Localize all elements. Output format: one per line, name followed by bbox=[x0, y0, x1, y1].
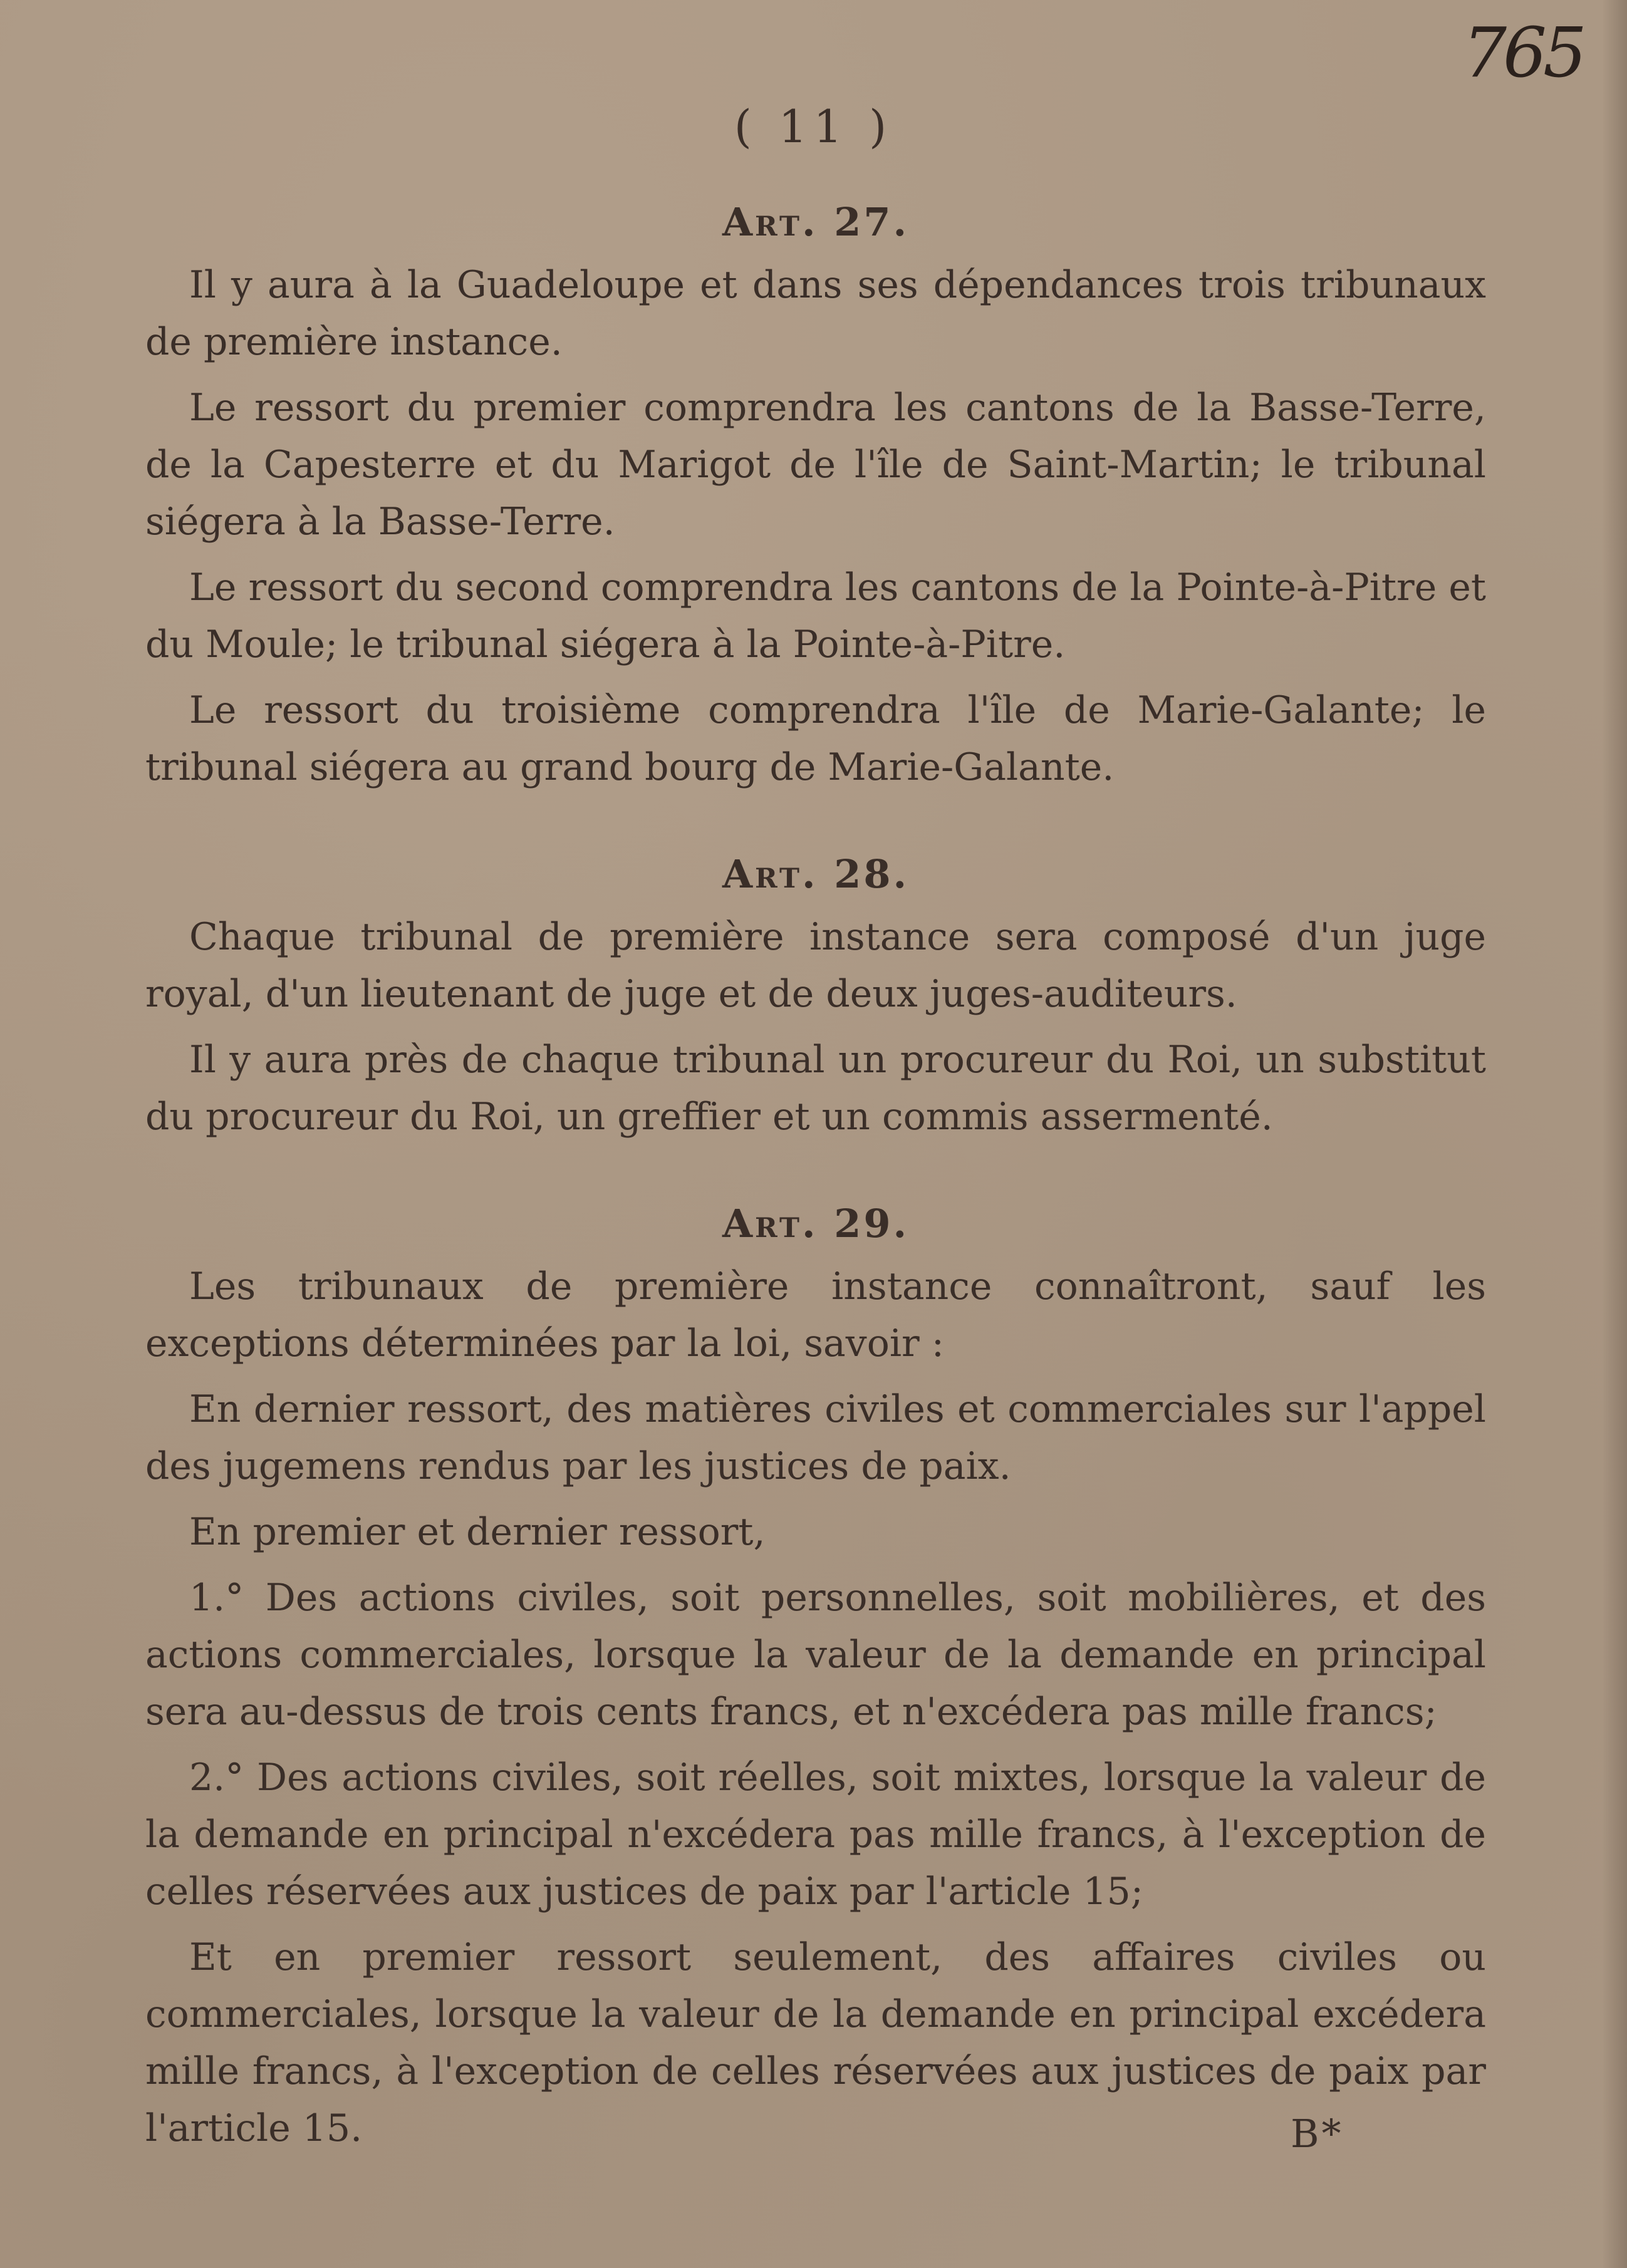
paragraph: En dernier ressort, des matières civiles et commerciales sur l'appel des jugemens rendus par les justices de paix. bbox=[145, 1387, 1486, 1488]
handwritten-folio-number: 765 bbox=[1463, 13, 1583, 93]
paragraph: Chaque tribunal de première instance sera composé d'un juge royal, d'un lieutenant de juge et de deux juges-auditeurs. bbox=[145, 915, 1486, 1016]
paragraph: Il y aura à la Guadeloupe et dans ses dépendances trois tribunaux de première instance. bbox=[145, 263, 1486, 364]
paragraph: Et en premier ressort seulement, des affaires civiles ou commerciales, lorsque la valeur de la demande en principal excédera mille francs, à l'exception de celles réservées aux justices de paix par l'article 15. bbox=[145, 1935, 1486, 2150]
paragraph: Le ressort du troisième comprendra l'île de Marie-Galante; le tribunal siégera au grand bourg de Marie-Galante. bbox=[145, 688, 1486, 789]
paragraph: Les tribunaux de première instance connaîtront, sauf les exceptions déterminées par la loi, savoir : bbox=[145, 1265, 1486, 1365]
paragraph: En premier et dernier ressort, bbox=[189, 1510, 766, 1554]
body-text bbox=[145, 188, 1486, 2166]
article-heading-text: Art. 27. bbox=[722, 199, 910, 245]
section-spacer bbox=[145, 1154, 1486, 1189]
paragraph: 1.° Des actions civiles, soit personnelles, soit mobilières, et des actions commerciales, lorsque la valeur de la demande en principal sera au-dessus de trois cents francs, et n'excédera pas mille francs; bbox=[145, 1576, 1486, 1734]
article-28 bbox=[145, 840, 1486, 1146]
page-edge-shadow bbox=[1602, 0, 1627, 2268]
page-number: ( 11 ) bbox=[734, 100, 893, 153]
article-heading bbox=[145, 1189, 1486, 1258]
article-heading-text: Art. 29. bbox=[722, 1201, 910, 1246]
article-29 bbox=[145, 1189, 1486, 2157]
article-heading bbox=[145, 840, 1486, 909]
paragraph: 2.° Des actions civiles, soit réelles, soit mixtes, lorsque la valeur de la demande en principal n'excédera pas mille francs, à l'exception de celles réservées aux justices de paix par l'article 15; bbox=[145, 1756, 1486, 1913]
paragraph: Le ressort du second comprendra les cantons de la Pointe-à-Pitre et du Moule; le tribunal siégera à la Pointe-à-Pitre. bbox=[145, 566, 1486, 666]
section-spacer bbox=[145, 805, 1486, 840]
paragraph: Le ressort du premier comprendra les cantons de la Basse-Terre, de la Capesterre et du Marigot de l'île de Saint-Martin; le tribunal siégera à la Basse-Terre. bbox=[145, 386, 1486, 544]
signature-mark: B* bbox=[1291, 2111, 1344, 2157]
article-heading-text: Art. 28. bbox=[722, 851, 910, 897]
article-27 bbox=[145, 188, 1486, 796]
paragraph: Il y aura près de chaque tribunal un procureur du Roi, un substitut du procureur du Roi, un greffier et un commis assermenté. bbox=[145, 1038, 1486, 1139]
article-heading bbox=[145, 188, 1486, 257]
